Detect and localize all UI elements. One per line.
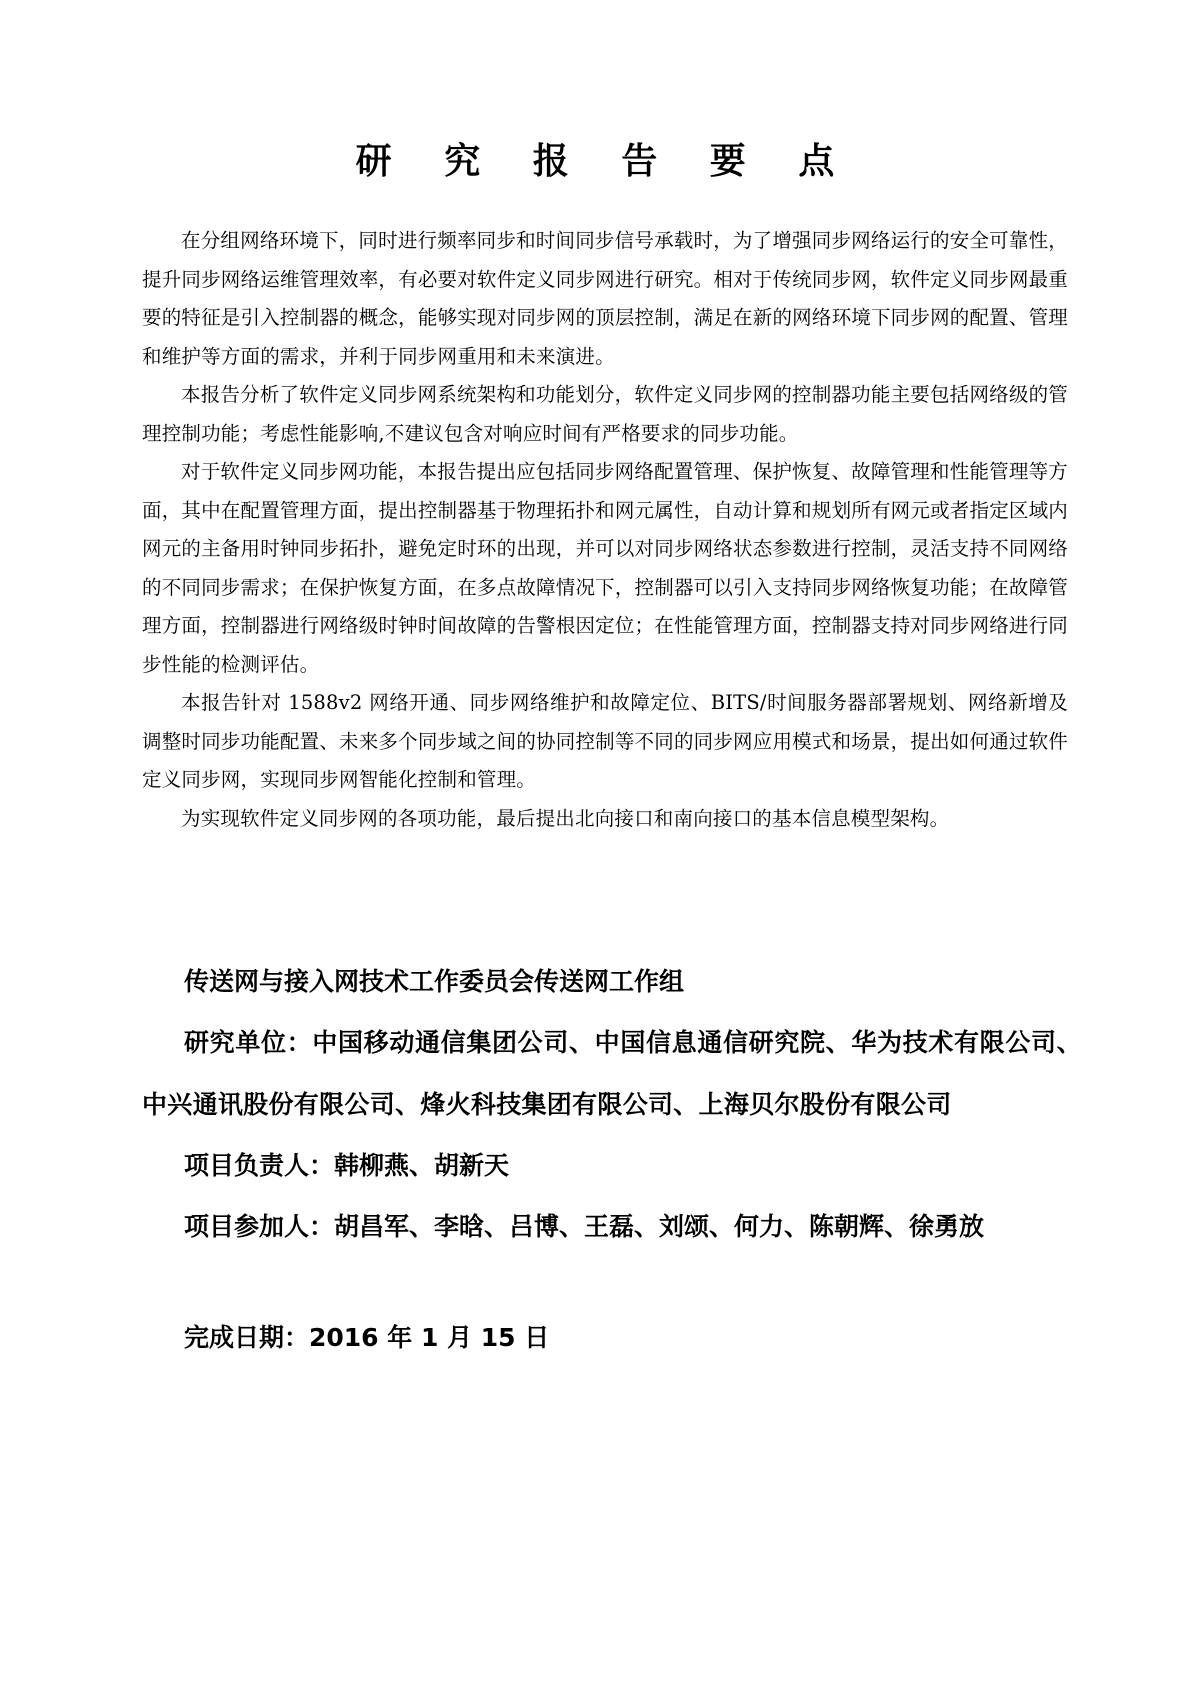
research-units: 研究单位：中国移动通信集团公司、中国信息通信研究院、华为技术有限公司、中兴通讯股份有限公司、烽火科技集团有限公司、上海贝尔股份有限公司 — [142, 1028, 1082, 1119]
project-members: 项目参加人：胡昌军、李晗、吕博、王磊、刘颂、何力、陈朝辉、徐勇放 — [184, 1212, 985, 1241]
abstract-section — [142, 222, 1068, 838]
project-info — [142, 952, 1082, 1368]
abstract-paragraph: 为实现软件定义同步网的各项功能，最后提出北向接口和南向接口的基本信息模型架构。 — [181, 806, 950, 830]
abstract-paragraph: 对于软件定义同步网功能，本报告提出应包括同步网络配置管理、保护恢复、故障管理和性能管理等方面，其中在配置管理方面，提出控制器基于物理拓扑和网元属性，自动计算和规划所有网元或者指定区域内网元的主备用时钟同步拓扑，避免定时环的出现，并可以对同步网络状态参数进行控制，灵活支持不同网络的不同同步需求；在保护恢复方面，在多点故障情况下，控制器可以引入支持同步网络恢复功能；在故障管理方面，控制器进行网络级时钟时间故障的告警根因定位；在性能管理方面，控制器支持对同步网络进行同步性能的检测评估。 — [142, 460, 1068, 676]
page-title: 研 究 报 告 要 点 — [355, 140, 855, 182]
abstract-paragraph: 本报告针对 1588v2 网络开通、同步网络维护和故障定位、BITS/时间服务器部署规划、网络新增及调整时同步功能配置、未来多个同步域之间的协同控制等不同的同步网应用模式和场景，提出如何通过软件定义同步网，实现同步网智能化控制和管理。 — [142, 691, 1068, 791]
abstract-paragraph: 在分组网络环境下，同时进行频率同步和时间同步信号承载时，为了增强同步网络运行的安全可靠性，提升同步网络运维管理效率，有必要对软件定义同步网进行研究。相对于传统同步网，软件定义同步网最重要的特征是引入控制器的概念，能够实现对同步网的顶层控制，满足在新的网络环境下同步网的配置、管理和维护等方面的需求，并利于同步网重用和未来演进。 — [142, 229, 1068, 368]
abstract-paragraph: 本报告分析了软件定义同步网系统架构和功能划分，软件定义同步网的控制器功能主要包括网络级的管理控制功能；考虑性能影响,不建议包含对响应时间有严格要求的同步功能。 — [142, 383, 1068, 445]
working-group: 传送网与接入网技术工作委员会传送网工作组 — [184, 967, 685, 996]
project-leader: 项目负责人：韩柳燕、胡新天 — [184, 1151, 510, 1180]
completion-date: 完成日期：2016 年 1 月 15 日 — [184, 1323, 550, 1352]
